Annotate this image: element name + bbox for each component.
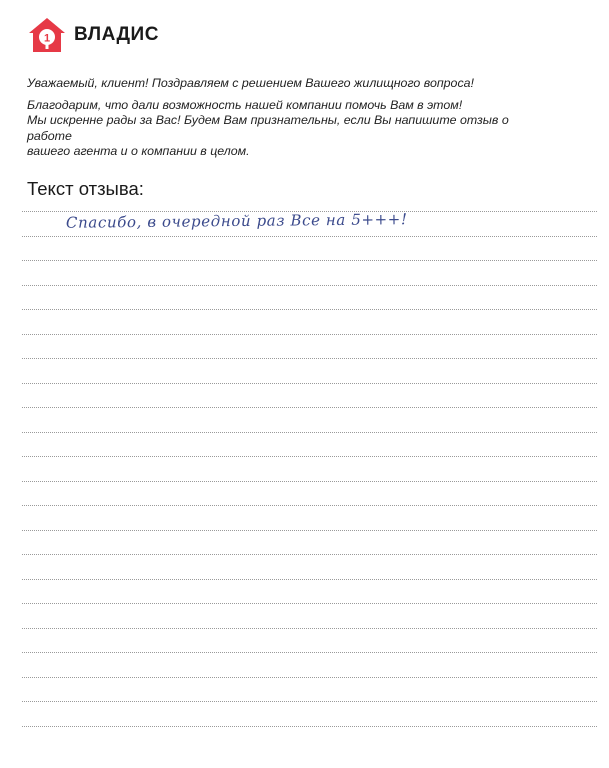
writing-line [22, 285, 597, 286]
writing-line [22, 677, 597, 678]
greeting-line: Уважаемый, клиент! Поздравляем с решением Вашего жилищного вопроса! [27, 76, 474, 90]
writing-line [22, 481, 597, 482]
request-line-continued: вашего агента и о компании в целом. [27, 144, 250, 158]
writing-line [22, 628, 597, 629]
intro-text [27, 76, 547, 160]
writing-line [22, 726, 597, 727]
request-line: Мы искренне рады за Вас! Будем Вам признательны, если Вы напишите отзыв о работе [27, 113, 509, 143]
writing-line [22, 334, 597, 335]
writing-line [22, 652, 597, 653]
review-writing-lines[interactable] [22, 211, 597, 751]
writing-line [22, 260, 597, 261]
writing-line [22, 309, 597, 310]
writing-line [22, 407, 597, 408]
writing-line [22, 358, 597, 359]
writing-line [22, 505, 597, 506]
writing-line [22, 554, 597, 555]
writing-line [22, 701, 597, 702]
thanks-line: Благодарим, что дали возможность нашей компании помочь Вам в этом! [27, 97, 463, 112]
logo-digit: 1 [43, 32, 51, 45]
review-heading: Текст отзыва: [27, 178, 144, 199]
writing-line [22, 456, 597, 457]
writing-line [22, 530, 597, 531]
writing-line [22, 432, 597, 433]
handwritten-review: Спасибо, в очередной раз Все на 5+++! [65, 210, 408, 232]
house-key-icon [28, 17, 66, 53]
writing-line [22, 579, 597, 580]
brand-name: ВЛАДИС [74, 24, 159, 45]
writing-line [22, 603, 597, 604]
writing-line [22, 236, 597, 237]
writing-line [22, 383, 597, 384]
company-logo [28, 17, 159, 53]
